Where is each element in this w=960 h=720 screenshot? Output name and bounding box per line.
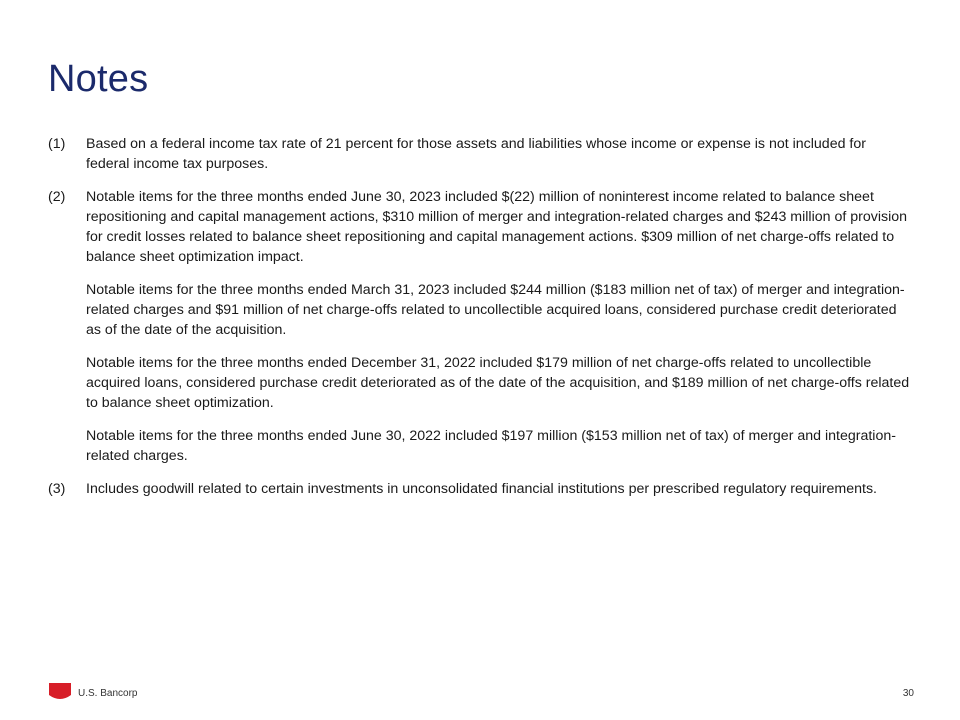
note-text: Notable items for the three months ended June 30, 2022 included $197 million ($153 million net of tax) of merger and integration-related charges. xyxy=(86,428,896,464)
note-text: Based on a federal income tax rate of 21 percent for those assets and liabilities whose income or expense is not included for federal income tax purposes. xyxy=(86,136,866,172)
note-text: Notable items for the three months ended December 31, 2022 included $179 million of net charge-offs related to uncollectible acquired loans, considered purchase credit deteriorated as of the date of the acquisition, and $189 million of net charge-offs related to balance sheet optimization. xyxy=(86,355,910,411)
note-item xyxy=(48,134,910,174)
note-item xyxy=(48,187,910,466)
notes-list xyxy=(48,134,910,512)
note-item xyxy=(48,479,910,499)
usbank-shield-logo xyxy=(49,683,71,701)
note-number: (2) xyxy=(48,189,66,205)
note-number: (1) xyxy=(48,136,66,152)
note-number: (3) xyxy=(48,481,66,497)
note-text: Notable items for the three months ended June 30, 2023 included $(22) million of noninterest income related to balance sheet repositioning and capital management actions, $310 million of merger and integration-related charges and $243 million of provision for credit losses related to balance sheet repositioning and capital management actions. $309 million of net charge-offs related to balance sheet optimization impact. xyxy=(86,189,907,265)
note-text: Notable items for the three months ended March 31, 2023 included $244 million ($183 million net of tax) of merger and integration-related charges and $91 million of net charge-offs related to uncollectible acquired loans, considered purchase credit deteriorated as of the date of the acquisition. xyxy=(86,282,905,338)
note-text: Includes goodwill related to certain investments in unconsolidated financial institutions per prescribed regulatory requirements. xyxy=(86,481,877,497)
page-number: 30 xyxy=(902,688,914,699)
footer-brand: U.S. Bancorp xyxy=(78,688,138,699)
page-title: Notes xyxy=(48,58,149,100)
logo-shield-shape xyxy=(49,683,71,699)
